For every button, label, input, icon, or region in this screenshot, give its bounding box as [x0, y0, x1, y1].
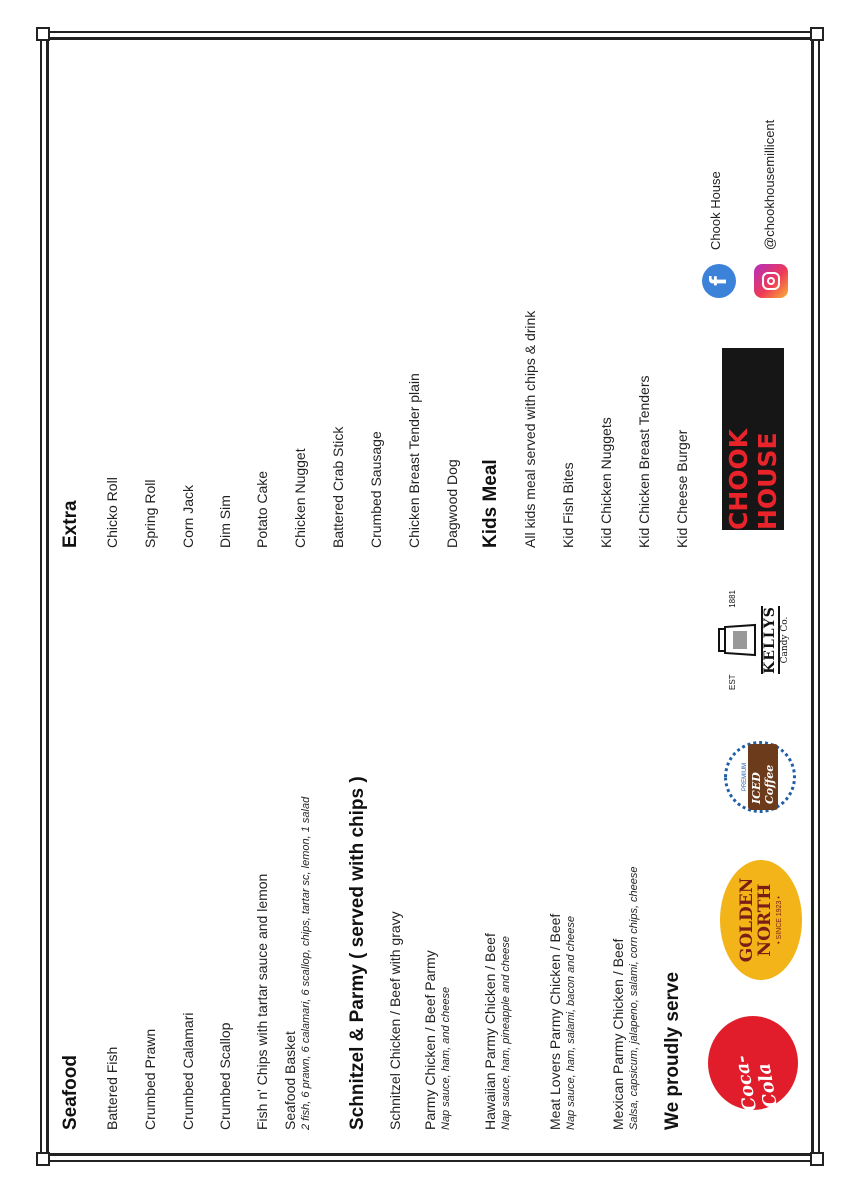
facebook-handle: Chook House	[708, 171, 723, 250]
item-description: Nap sauce, ham, pineapple and cheese	[500, 936, 512, 1130]
item-description: Nap sauce, ham, salami, bacon and cheese	[565, 915, 577, 1130]
menu-item: Chicken Nugget	[292, 448, 308, 548]
menu-item: Seafood Basket 2 fish, 6 prawn, 6 calamari, 6 scallop, chips, tartar sc, lemon, 1 salad	[282, 796, 312, 1130]
candy-jar-icon	[715, 615, 759, 665]
menu-item: Crumbed Scallop	[217, 1022, 233, 1130]
menu-item: Kid Cheese Burger	[674, 429, 690, 548]
menu-item: Meat Lovers Parmy Chicken / Beef Nap sauce, ham, salami, bacon and cheese	[547, 913, 577, 1130]
menu-item: Kid Chicken Nuggets	[598, 417, 614, 548]
menu-item: Crumbed Prawn	[142, 1028, 158, 1130]
chook-house-logo: CHOOK HOUSE	[722, 348, 784, 530]
menu-item: Chicko Roll	[104, 477, 120, 548]
serve-heading: We proudly serve	[662, 971, 683, 1130]
menu-item: Hawaiian Parmy Chicken / Beef Nap sauce, ham, pineapple and cheese	[482, 933, 512, 1130]
schnitzel-heading: Schnitzel & Parmy ( served with chips )	[347, 776, 368, 1130]
kids-heading: Kids Meal	[480, 459, 501, 548]
extra-heading: Extra	[60, 500, 81, 548]
kids-note: All kids meal served with chips & drink	[522, 310, 538, 548]
instagram-icon	[754, 264, 788, 298]
iced-coffee-logo: PREMIUM ICED Coffee	[724, 741, 796, 813]
menu-item: Battered Crab Stick	[330, 426, 346, 548]
menu-item: Dim Sim	[217, 495, 233, 548]
facebook-icon: f	[702, 264, 736, 298]
menu-item: Parmy Chicken / Beef Parmy Nap sauce, ham, and cheese	[422, 950, 452, 1130]
menu-item: Kid Chicken Breast Tenders	[636, 375, 652, 548]
item-description: 2 fish, 6 prawn, 6 calamari, 6 scallop, chips, tartar sc, lemon, 1 salad	[300, 796, 312, 1130]
menu-item: Kid Fish Bites	[560, 462, 576, 548]
menu-item: Fish n' Chips with tartar sauce and lemon	[254, 873, 270, 1130]
item-description: Salsa, capsicum, jalapeno, salami, corn chips, cheese	[628, 866, 640, 1130]
menu-item: Spring Roll	[142, 479, 158, 548]
kellys-candy-logo: EST 1881 KELLYS Candy Co.	[698, 580, 790, 700]
menu-item: Schnitzel Chicken / Beef with gravy	[387, 911, 403, 1130]
item-description: Nap sauce, ham, and cheese	[440, 986, 452, 1130]
instagram-handle: @chookhousemillicent	[762, 119, 777, 250]
menu-item: Potato Cake	[254, 470, 270, 548]
menu-item: Crumbed Calamari	[180, 1012, 196, 1130]
seafood-heading: Seafood	[60, 1055, 81, 1130]
golden-north-logo: GOLDEN NORTH • SINCE 1923 •	[720, 860, 802, 980]
menu-item: Chicken Breast Tender plain	[406, 373, 422, 548]
menu-item: Corn Jack	[180, 484, 196, 548]
menu-item: Battered Fish	[104, 1046, 120, 1130]
coca-cola-logo: Coca-Cola	[708, 1016, 798, 1110]
menu-item: Mexican Parmy Chicken / Beef Salsa, capsicum, jalapeno, salami, corn chips, cheese	[610, 866, 640, 1130]
menu-item: Crumbed Sausage	[368, 431, 384, 548]
menu-item: Dagwood Dog	[444, 459, 460, 548]
